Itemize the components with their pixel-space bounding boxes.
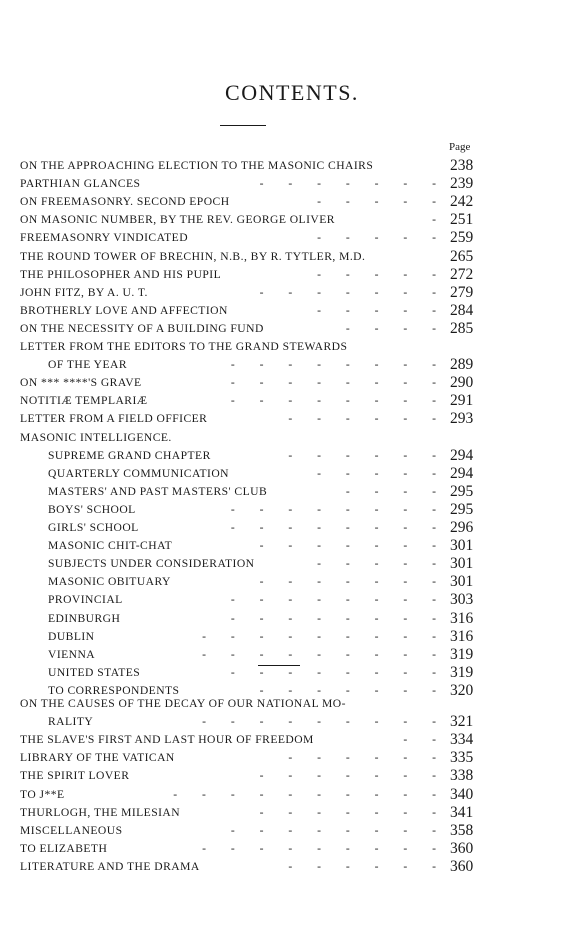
toc-entry-leader: - - - - - - - - <box>230 394 436 408</box>
toc-entry <box>0 375 584 393</box>
toc-entry-page-number: 279 <box>450 283 474 301</box>
toc-entry-leader: - - <box>403 733 436 747</box>
toc-entry-page-number: 285 <box>450 319 474 337</box>
toc-entry-leader: - - - - - - - - <box>230 502 436 516</box>
toc-entry-leader: - - - - - - - - <box>230 611 436 625</box>
toc-entry-leader: - - - - - <box>317 231 436 245</box>
toc-entry <box>0 249 584 267</box>
toc-entry <box>0 520 584 538</box>
toc-entry <box>0 841 584 859</box>
toc-entry-page-number: 301 <box>450 537 474 555</box>
toc-entry-leader: - - - - <box>345 484 436 498</box>
toc-entry-page-number: 340 <box>450 785 474 803</box>
toc-entry-page-number: 290 <box>450 374 474 392</box>
toc-entry-page-number: 242 <box>450 193 474 211</box>
toc-entry <box>0 538 584 556</box>
toc-entry-title: THE SPIRIT LOVER <box>20 769 130 783</box>
toc-entry-leader: - - - - - - - <box>259 285 436 299</box>
toc-entry-title: ON THE CAUSES OF THE DECAY OF OUR NATIONAL MO- <box>20 697 346 710</box>
toc-entry <box>0 502 584 520</box>
toc-entry-title: BOYS' SCHOOL <box>48 502 136 516</box>
toc-entry-page-number: 295 <box>450 482 474 500</box>
toc-entry-title: EDINBURGH <box>48 611 121 625</box>
toc-entry-page-number: 319 <box>450 663 474 681</box>
toc-entry-leader: - - - - - - <box>288 448 436 462</box>
toc-entry <box>0 466 584 484</box>
toc-entry-page-number: 320 <box>450 681 474 699</box>
toc-entry-page-number: 321 <box>450 713 474 731</box>
toc-entry-page-number: 272 <box>450 265 474 283</box>
toc-entry-leader: - - - - - <box>317 557 436 571</box>
toc-entry-title: TO CORRESPONDENTS <box>48 683 180 697</box>
toc-entry-page-number: 296 <box>450 519 474 536</box>
toc-entry-page-number: 316 <box>450 609 474 627</box>
toc-entry-title: PARTHIAN GLANCES <box>20 177 141 191</box>
toc-entry-title: ON MASONIC NUMBER, BY THE REV. GEORGE OLIVER <box>20 213 335 227</box>
toc-entry-title: LETTER FROM A FIELD OFFICER <box>20 412 208 426</box>
toc-entry-leader: - - - - - <box>317 303 436 317</box>
toc-entry-title: LETTER FROM THE EDITORS TO THE GRAND STEWARDS <box>20 340 348 353</box>
toc-entry <box>0 823 584 841</box>
toc-entry-title: BROTHERLY LOVE AND AFFECTION <box>20 303 228 317</box>
toc-entry-title: THE PHILOSOPHER AND HIS PUPIL <box>20 267 222 281</box>
toc-entry-leader: - - - - - - <box>288 859 436 873</box>
toc-entry-title: GIRLS' SCHOOL <box>48 521 139 534</box>
toc-entry-title: LITERATURE AND THE DRAMA <box>20 859 200 873</box>
toc-entry-title: MASTERS' AND PAST MASTERS' CLUB <box>48 484 268 498</box>
toc-entry <box>0 665 584 683</box>
toc-entry-page-number: 316 <box>450 627 474 645</box>
toc-entry-leader: - - - - - - - - <box>230 358 436 372</box>
toc-entry <box>0 321 584 339</box>
toc-entry-title: DUBLIN <box>48 629 95 643</box>
toc-entry <box>0 411 584 429</box>
toc-entry-title: ON FREEMASONRY. SECOND EPOCH <box>20 195 230 209</box>
toc-entry <box>0 448 584 466</box>
toc-entry-page-number: 360 <box>450 839 474 857</box>
section-rule <box>258 665 300 666</box>
toc-entry <box>0 357 584 375</box>
toc-entry <box>0 393 584 411</box>
toc-entry-leader: - - - - - - - <box>259 177 436 191</box>
toc-entry-page-number: 338 <box>450 767 474 785</box>
toc-entry <box>0 732 584 750</box>
toc-entry-title: THE SLAVE'S FIRST AND LAST HOUR OF FREEDOM <box>20 733 314 747</box>
toc-entry <box>0 805 584 823</box>
toc-entry-leader: - - - - - - <box>288 751 436 765</box>
toc-entry-title: SUPREME GRAND CHAPTER <box>48 448 211 462</box>
toc-entry-leader: - - - - - - - - - <box>202 647 436 661</box>
toc-entry <box>0 859 584 877</box>
toc-entry-leader: - - - - - <box>317 466 436 480</box>
toc-entry-page-number: 319 <box>450 645 474 663</box>
toc-entry-leader: - - - - - - - <box>259 683 436 697</box>
toc-entry <box>0 556 584 574</box>
toc-entry-page-number: 265 <box>450 247 474 265</box>
toc-entry <box>0 611 584 629</box>
toc-entry-page-number: 239 <box>450 175 474 193</box>
toc-entry-leader: - - - - - <box>317 195 436 209</box>
toc-entry-leader: - - - - - - - - <box>230 521 436 534</box>
toc-entry <box>0 285 584 303</box>
toc-entry-page-number: 259 <box>450 229 474 247</box>
toc-entry-page-number: 303 <box>450 591 474 609</box>
toc-entry <box>0 750 584 768</box>
toc-entry <box>0 647 584 665</box>
toc-entry-leader: - - - - - <box>317 267 436 281</box>
toc-entry-page-number: 284 <box>450 301 474 319</box>
page-column-heading: Page <box>449 141 471 153</box>
toc-entry-leader: - - - - - - - - - <box>202 715 436 729</box>
toc-entry <box>0 696 584 714</box>
toc-entry <box>0 212 584 230</box>
toc-entry-title: MISCELLANEOUS <box>20 823 123 837</box>
toc-entry-title: PROVINCIAL <box>48 593 123 607</box>
toc-entry-title: TO ELIZABETH <box>20 841 108 855</box>
toc-entry <box>0 574 584 592</box>
toc-entry-title: SUBJECTS UNDER CONSIDERATION <box>48 557 255 571</box>
toc-entry-leader: - - - - - - - <box>259 575 436 589</box>
toc-entry-title: ON THE APPROACHING ELECTION TO THE MASONIC CHAIRS <box>20 159 374 172</box>
toc-entry-leader: - - - - - - - <box>259 805 436 819</box>
toc-entry-title: RALITY <box>48 715 94 729</box>
toc-entry <box>0 176 584 194</box>
toc-entry-title: VIENNA <box>48 647 96 661</box>
toc-entry-title: MASONIC INTELLIGENCE. <box>20 430 172 444</box>
toc-entry-leader: - - - - - - - - - - <box>173 787 436 801</box>
toc-entry-leader: - - - - - - - - <box>230 823 436 837</box>
toc-entry-page-number: 295 <box>450 500 474 518</box>
toc-entry <box>0 430 584 448</box>
toc-entry-page-number: 289 <box>450 356 474 374</box>
toc-entry-leader: - - - - - - - - <box>230 593 436 607</box>
toc-entry-leader: - - - - - - - <box>259 539 436 553</box>
toc-entry-leader: - - - - - - <box>288 412 436 426</box>
toc-entry-page-number: 238 <box>450 157 474 174</box>
toc-entry <box>0 629 584 647</box>
title-rule <box>220 125 266 126</box>
toc-entry-leader: - - - - - - - - <box>230 376 436 390</box>
toc-entry-title: LIBRARY OF THE VATICAN <box>20 751 175 765</box>
toc-entry-title: TO J**E <box>20 787 65 801</box>
toc-entry-page-number: 301 <box>450 555 474 573</box>
toc-entry-page-number: 293 <box>450 410 474 428</box>
toc-entry <box>0 592 584 610</box>
toc-entry-title: MASONIC OBITUARY <box>48 575 171 589</box>
toc-entry-page-number: 360 <box>450 857 474 875</box>
toc-entry <box>0 787 584 805</box>
toc-entry-title: FREEMASONRY VINDICATED <box>20 231 189 245</box>
toc-entry-page-number: 335 <box>450 749 474 767</box>
toc-entry <box>0 158 584 176</box>
toc-entry-title: MASONIC CHIT-CHAT <box>48 539 173 553</box>
toc-entry-title: ON *** ****'S GRAVE <box>20 376 142 390</box>
toc-entry-leader: - - - - - - - - - <box>202 841 436 855</box>
toc-entry-title: ON THE NECESSITY OF A BUILDING FUND <box>20 321 264 335</box>
toc-entry <box>0 194 584 212</box>
page-title: CONTENTS. <box>225 80 359 105</box>
toc-entry-title: NOTITIÆ TEMPLARIÆ <box>20 394 148 408</box>
toc-entry-page-number: 301 <box>450 573 474 591</box>
toc-entry-title: OF THE YEAR <box>48 358 128 372</box>
toc-entry-page-number: 251 <box>450 211 474 229</box>
toc-entry <box>0 714 584 732</box>
toc-entry-leader: - - - - - - - - <box>230 665 436 679</box>
toc-entry <box>0 230 584 248</box>
toc-entry-leader: - <box>432 213 436 227</box>
toc-entry <box>0 339 584 357</box>
toc-entry-page-number: 358 <box>450 821 474 839</box>
toc-entry-leader: - - - - - - - <box>259 769 436 783</box>
toc-entry-leader: - - - - - - - - - <box>202 629 436 643</box>
toc-entry <box>0 267 584 285</box>
toc-entry-title: THE ROUND TOWER OF BRECHIN, N.B., BY R. TYTLER, M.D. <box>20 249 366 263</box>
toc-entry-title: JOHN FITZ, BY A. U. T. <box>20 285 148 299</box>
toc-entry-page-number: 291 <box>450 392 474 410</box>
toc-entry <box>0 484 584 502</box>
toc-entry-title: THURLOGH, THE MILESIAN <box>20 805 181 819</box>
toc-entry-title: UNITED STATES <box>48 665 141 679</box>
toc-entry-title: QUARTERLY COMMUNICATION <box>48 466 229 480</box>
toc-entry-page-number: 294 <box>450 464 474 482</box>
toc-entry <box>0 303 584 321</box>
toc-entry-page-number: 334 <box>450 731 474 749</box>
toc-entry-leader: - - - - <box>345 321 436 335</box>
toc-entry <box>0 768 584 786</box>
toc-entry-page-number: 294 <box>450 446 474 464</box>
toc-entry-page-number: 341 <box>450 803 474 821</box>
